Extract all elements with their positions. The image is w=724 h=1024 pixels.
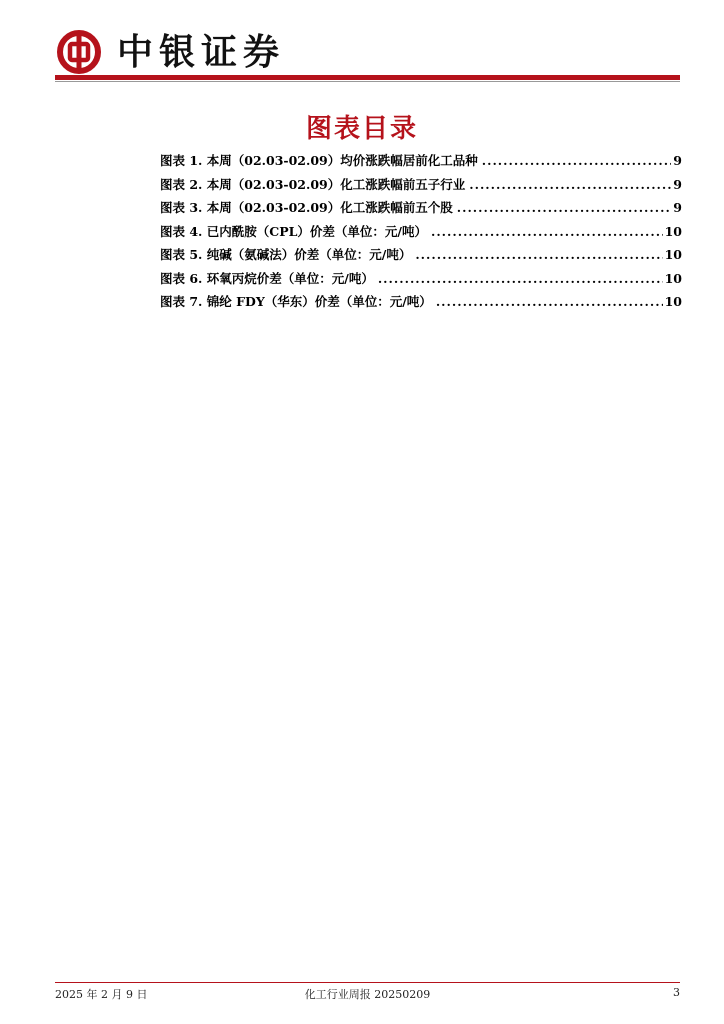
toc-item-label: 图表 5. 纯碱（氨碱法）价差（单位：元/吨） bbox=[160, 247, 412, 262]
toc-leader bbox=[436, 294, 663, 309]
footer-date: 2025 年 2 月 9 日 bbox=[55, 988, 148, 1001]
toc-item-page: 10 bbox=[664, 247, 682, 262]
footer-doc-title: 化工行业周报 20250209 bbox=[304, 988, 431, 1001]
toc-item-label: 图表 4. 已内酰胺（CPL）价差（单位：元/吨） bbox=[160, 223, 427, 239]
bank-of-china-logo-icon bbox=[57, 30, 101, 74]
footer-rule bbox=[55, 982, 680, 983]
toc-leader bbox=[469, 177, 671, 192]
toc-item-page: 10 bbox=[664, 223, 682, 239]
toc-item-label: 图表 2. 本周（02.03-02.09）化工涨跌幅前五子行业 bbox=[160, 176, 466, 192]
toc-leader bbox=[431, 224, 663, 239]
toc-item-page: 10 bbox=[664, 294, 682, 309]
toc-title: 图表目录 bbox=[305, 114, 418, 144]
toc-item-label: 图表 6. 环氧丙烷价差（单位：元/吨） bbox=[160, 270, 374, 286]
toc-item-page: 10 bbox=[664, 270, 682, 286]
toc-leader bbox=[378, 271, 663, 286]
toc-item[interactable] bbox=[160, 175, 682, 199]
brand-name: 中银证券 bbox=[117, 31, 286, 73]
header-rule-thin bbox=[55, 81, 680, 82]
toc-leader bbox=[415, 247, 662, 262]
page-header bbox=[55, 28, 680, 84]
toc-item[interactable] bbox=[160, 269, 682, 293]
page-footer bbox=[55, 986, 680, 1002]
toc-item-page: 9 bbox=[673, 200, 682, 215]
toc-leader bbox=[482, 153, 672, 168]
toc-item-label: 图表 3. 本周（02.03-02.09）化工涨跌幅前五个股 bbox=[160, 200, 453, 215]
toc-item[interactable] bbox=[160, 292, 682, 316]
toc-leader bbox=[457, 200, 672, 215]
toc-item-page: 9 bbox=[673, 176, 682, 192]
toc-item-label: 图表 1. 本周（02.03-02.09）均价涨跌幅居前化工品种 bbox=[160, 153, 478, 168]
toc-item-page: 9 bbox=[673, 153, 682, 168]
toc-item[interactable] bbox=[160, 198, 682, 222]
footer-page-number: 3 bbox=[673, 986, 680, 999]
header-rule bbox=[55, 75, 680, 80]
toc-list bbox=[160, 151, 682, 316]
toc-item[interactable] bbox=[160, 245, 682, 269]
toc-item[interactable] bbox=[160, 222, 682, 246]
toc-item[interactable] bbox=[160, 151, 682, 175]
toc-item-label: 图表 7. 锦纶 FDY（华东）价差（单位：元/吨） bbox=[160, 294, 432, 309]
